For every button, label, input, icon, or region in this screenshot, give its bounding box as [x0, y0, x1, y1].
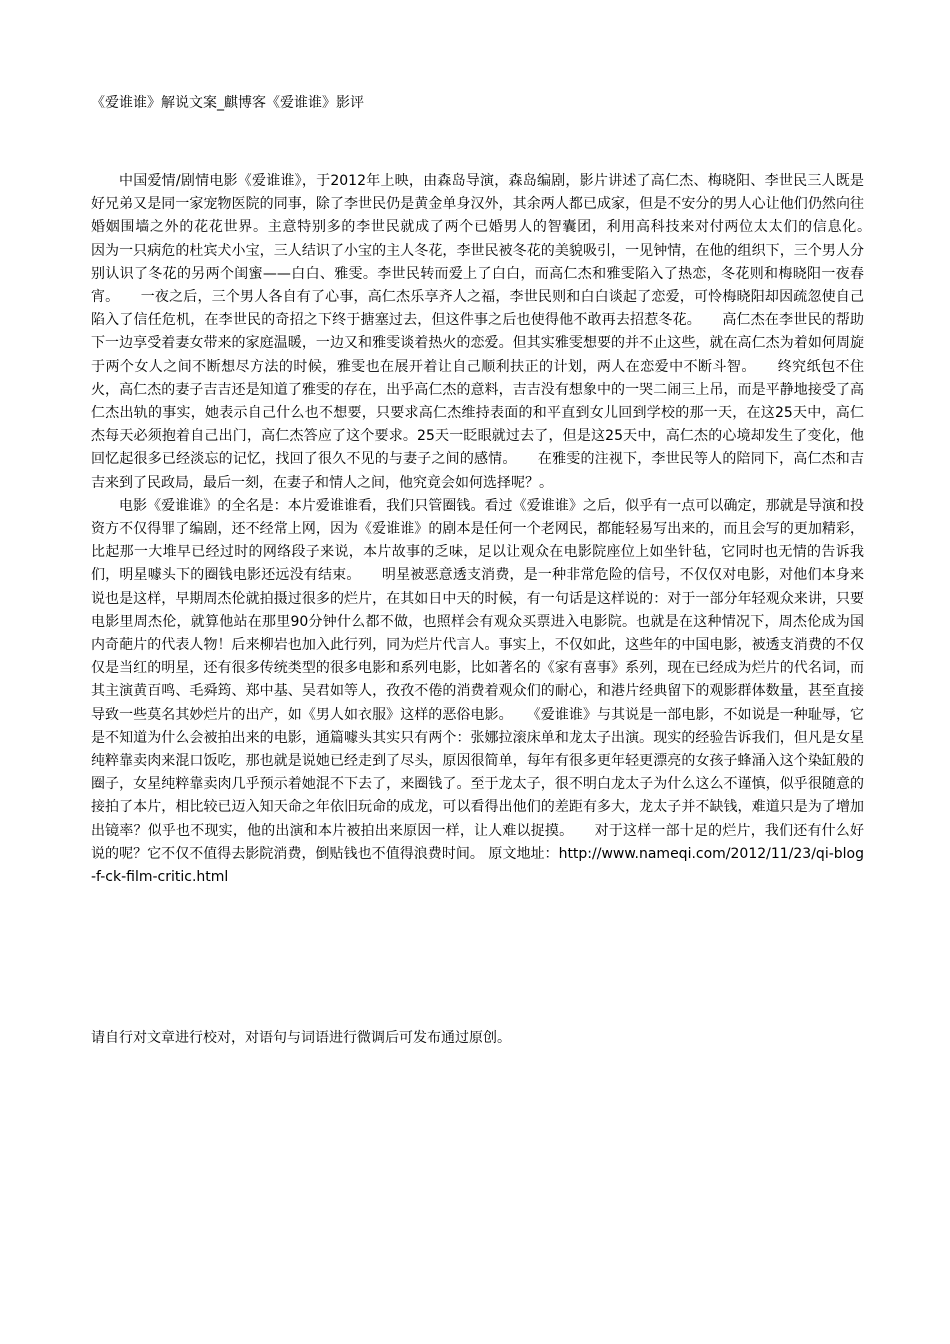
document-title: 《爱谁谁》解说文案_麒博客《爱谁谁》影评	[91, 95, 364, 111]
article-paragraph-review: 电影《爱谁谁》的全名是：本片爱谁谁看，我们只管圈钱。看过《爱谁谁》之后，似乎有一点可以确定，那就是导演和投资方不仅得罪了编剧，还不经常上网，因为《爱谁谁》的剧本是任何一个老网民，都能轻易写出来的，而且会写的更加精彩，比起那一大堆早已经过时的网络段子来说，本片故事的乏味，足以让观众在电影院座位上如坐针毡，它同时也无情的告诉我们，明星噱头下的圈钱电影还远没有结束。 明星被恶意透支消费，是一种非常危险的信号，不仅仅对电影，对他们本身来说也是这样，早期周杰伦就拍摄过很多的烂片，在其如日中天的时候，有一句话是这样说的：对于一部分年轻观众来讲，只要电影里周杰伦，就算他站在那里90分钟什么都不做，也照样会有观众买票进入电影院。也就是在这种情况下，周杰伦成为国内奇葩片的代表人物！后来柳岩也加入此行列，同为烂片代言人。事实上，不仅如此，这些年的中国电影，被透支消费的不仅仅是当红的明星，还有很多传统类型的很多电影和系列电影，比如著名的《家有喜事》系列，现在已经成为烂片的代名词，而其主演黄百鸣、毛舜筠、郑中基、吴君如等人，孜孜不倦的消费着观众们的耐心，和港片经典留下的观影群体数量，甚至直接导致一些莫名其妙烂片的出产，如《男人如衣服》这样的恶俗电影。 《爱谁谁》与其说是一部电影，不如说是一种耻辱，它是不知道为什么会被拍出来的电影，通篇噱头其实只有两个：张娜拉滚床单和龙太子出演。现实的经验告诉我们，但凡是女星纯粹靠卖肉来混口饭吃，那也就是说她已经走到了尽头，原因很简单，每年有很多更年轻更漂亮的女孩子蜂涌入这个染缸般的圈子，女星纯粹靠卖肉几乎预示着她混不下去了，来圈钱了。至于龙太子，很不明白龙太子为什么这么不谨慎，似乎很随意的接拍了本片，相比较已迈入知天命之年依旧玩命的成龙，可以看得出他们的差距有多大，龙太子并不缺钱，难道只是为了增加出镜率？似乎也不现实，他的出演和本片被拍出来原因一样，让人难以捉摸。 对于这样一部十足的烂片，我们还有什么好说的呢？它不仅不值得去影院消费，倒贴钱也不值得浪费时间。 原文地址：http://www.nameqi.com/2012/11/23/qi-blog-f-ck-film-critic.html	[91, 497, 864, 886]
article-paragraph-synopsis: 中国爱情/剧情电影《爱谁谁》，于2012年上映，由森岛导演，森岛编剧，影片讲述了高仁杰、梅晓阳、李世民三人既是好兄弟又是同一家宠物医院的同事，除了李世民仍是黄金单身汉外，其余两人都已成家，但是不安分的男人心让他们仍然向往婚姻围墙之外的花花世界。主意特别多的李世民就成了两个已婚男人的智囊团，利用高科技来对付两位太太们的信息化。 因为一只病危的杜宾犬小宝，三人结识了小宝的主人冬花，李世民被冬花的美貌吸引，一见钟情，在他的组织下，三个男人分别认识了冬花的另两个闺蜜——白白、雅雯。李世民转而爱上了白白，而高仁杰和雅雯陷入了热恋，冬花则和梅晓阳一夜春宵。 一夜之后，三个男人各自有了心事，高仁杰乐享齐人之福，李世民则和白白谈起了恋爱，可怜梅晓阳却因疏忽使自己陷入了信任危机，在李世民的奇招之下终于搪塞过去，但这件事之后也使得他不敢再去招惹冬花。 高仁杰在李世民的帮助下一边享受着妻女带来的家庭温暖，一边又和雅雯谈着热火的恋爱。但其实雅雯想要的并不止这些，就在高仁杰为着如何周旋于两个女人之间不断想尽方法的时候，雅雯也在展开着让自己顺利扶正的计划，两人在恋爱中不断斗智。 终究纸包不住火，高仁杰的妻子吉吉还是知道了雅雯的存在，出乎高仁杰的意料，吉吉没有想象中的一哭二闹三上吊，而是平静地接受了高仁杰出轨的事实，她表示自己什么也不想要，只要求高仁杰维持表面的和平直到女儿回到学校的那一天，在这25天中，高仁杰每天必须抱着自己出门，高仁杰答应了这个要求。25天一眨眼就过去了，但是这25天中，高仁杰的心境却发生了变化，他回忆起很多已经淡忘的记忆，找回了很久不见的与妻子之间的感情。 在雅雯的注视下，李世民等人的陪同下，高仁杰和吉吉来到了民政局，最后一刻，在妻子和情人之间，他究竟会如何选择呢？。	[91, 173, 892, 491]
footer-note: 请自行对文章进行校对，对语句与词语进行微调后可发布通过原创。	[91, 1030, 511, 1046]
article-body	[91, 170, 892, 889]
